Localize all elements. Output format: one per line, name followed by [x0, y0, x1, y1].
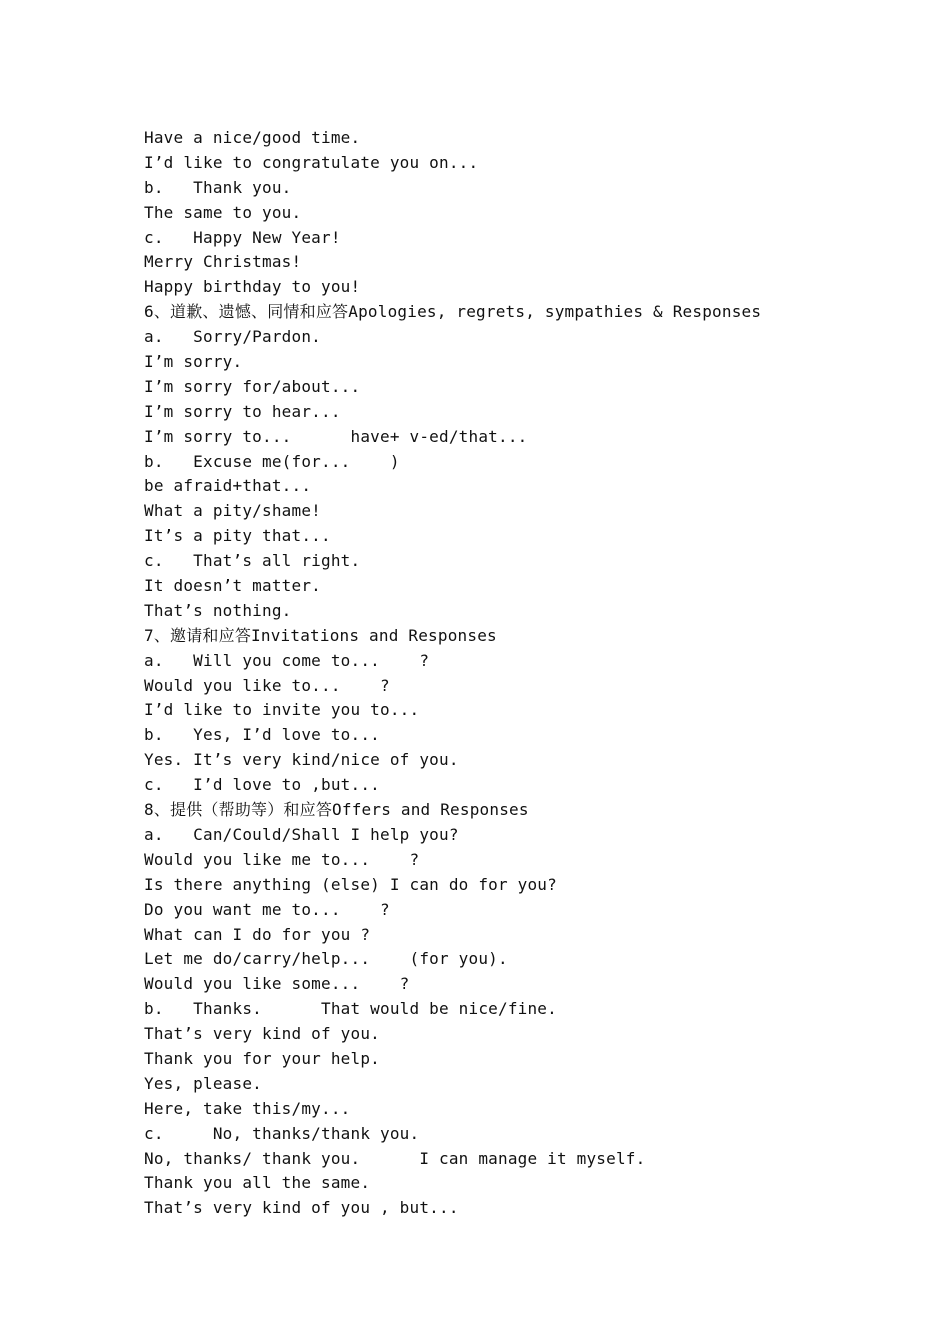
text-line: Would you like to... ? [144, 675, 390, 695]
text-line: Do you want me to... ? [144, 899, 390, 919]
text-line: Here, take this/my... [144, 1098, 351, 1118]
text-line: That’s very kind of you , but... [144, 1198, 459, 1218]
text-line: Would you like some... ? [144, 974, 410, 994]
text-line: No, thanks/ thank you. I can manage it myself. [144, 1148, 646, 1168]
text-line: I’m sorry to... have+ v-ed/that... [144, 426, 528, 446]
text-line: That’s nothing. [144, 600, 292, 620]
text-line: a. Sorry/Pardon. [144, 327, 321, 347]
text-line: b. Thanks. That would be nice/fine. [144, 999, 557, 1019]
text-line: It doesn’t matter. [144, 576, 321, 596]
text-line: What can I do for you ? [144, 924, 371, 944]
text-line: Thank you all the same. [144, 1173, 371, 1193]
text-line: b. Yes, I’d love to... [144, 725, 380, 745]
text-line: c. I’d love to ,but... [144, 775, 380, 795]
document-text-block [144, 126, 924, 1221]
text-line: Yes. It’s very kind/nice of you. [144, 750, 459, 770]
text-line: b. Excuse me(for... ) [144, 451, 400, 471]
text-line: That’s very kind of you. [144, 1024, 380, 1044]
text-line: Let me do/carry/help... (for you). [144, 949, 508, 969]
text-line: b. Thank you. [144, 177, 292, 197]
text-line: Have a nice/good time. [144, 128, 361, 147]
text-line: I’d like to congratulate you on... [144, 152, 479, 172]
text-line: a. Will you come to... ? [144, 650, 430, 670]
section-heading-8: 8、提供（帮助等）和应答Offers and Responses [144, 800, 529, 820]
section-heading-6: 6、道歉、遗憾、同情和应答Apologies, regrets, sympathies & Responses [144, 302, 762, 322]
text-line: Is there anything (else) I can do for you? [144, 874, 557, 894]
text-line: I’m sorry for/about... [144, 376, 361, 396]
text-line: The same to you. [144, 202, 302, 222]
text-line: Thank you for your help. [144, 1048, 380, 1068]
text-line: Yes, please. [144, 1073, 262, 1093]
text-line: be afraid+that... [144, 476, 312, 496]
text-line: c. That’s all right. [144, 551, 361, 571]
text-line: Merry Christmas! [144, 252, 302, 272]
text-line: Would you like me to... ? [144, 849, 420, 869]
section-heading-7: 7、邀请和应答Invitations and Responses [144, 625, 497, 645]
text-line: It’s a pity that... [144, 526, 331, 546]
text-line: a. Can/Could/Shall I help you? [144, 824, 459, 844]
text-line: What a pity/shame! [144, 501, 321, 521]
text-line: I’m sorry. [144, 352, 243, 372]
text-line: c. No, thanks/thank you. [144, 1123, 420, 1143]
text-line: I’d like to invite you to... [144, 700, 420, 720]
text-line: c. Happy New Year! [144, 227, 341, 247]
text-line: Happy birthday to you! [144, 277, 361, 297]
text-line: I’m sorry to hear... [144, 401, 341, 421]
